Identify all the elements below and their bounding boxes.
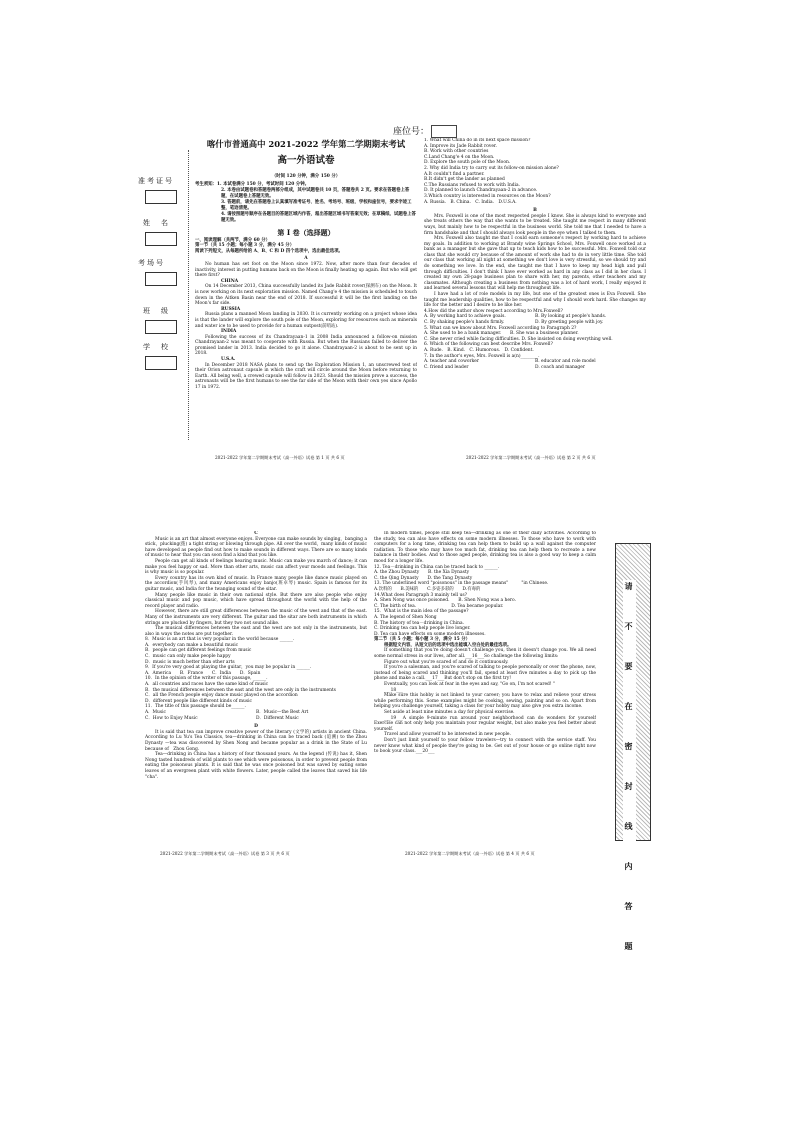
footer-page-2: 2021-2022 学年第二学期期末考试（高一外语）试卷 第 2 页 共 6 页 bbox=[466, 455, 596, 460]
passage-c-letter: C bbox=[254, 531, 258, 536]
question-line: A.饮料的 B.美味的 C.多姿多彩的 D.有毒的 bbox=[374, 586, 481, 592]
question-line: A．all countries and races have the same kind of music bbox=[145, 682, 269, 688]
passage-a-heading: CHINA bbox=[221, 278, 239, 284]
option: A. By working hard to achieve goals. bbox=[424, 314, 506, 320]
question-line: A．America B．France C．India D．Spain bbox=[145, 670, 261, 676]
page-1 bbox=[195, 138, 417, 443]
question-line: C.The Russians refused to work with India. bbox=[424, 182, 520, 188]
seat-label: 座位号： bbox=[393, 127, 430, 137]
section-2-para: Set aside at least nine minutes a day for physical exercise. bbox=[384, 710, 515, 715]
question-line: A. Improve its Jade Rabbit rover. bbox=[424, 143, 497, 149]
questions-c bbox=[145, 637, 367, 721]
school-box[interactable] bbox=[145, 356, 177, 370]
option-row bbox=[145, 716, 367, 722]
question-line: 13. The underlined word "poisonous" in the passage means" "in Chinese. bbox=[374, 581, 549, 587]
question-line: C．all the French people enjoy dance music played on the accordion bbox=[145, 693, 298, 699]
exam-subtitle: 高一外语试卷 bbox=[277, 155, 335, 166]
option: B. educator and role model bbox=[535, 359, 596, 365]
section-2-passage bbox=[374, 648, 596, 754]
time-note: （时间 120 分钟，满分 150 分） bbox=[271, 174, 341, 179]
question-line: A．everybody can make a beautiful music bbox=[145, 642, 239, 648]
passage-c-para: Every country has its own kind of music. In France many people like dance music played on the accordion(手风琴), and many Americans enjoy banjo(班卓琴) music. Spain is famous for its guitar music, and India for the twanging sound of the sitar. bbox=[145, 575, 367, 592]
section-2-para: If you're a salesman, and you're scared of talking to people personally or over the phone, now, instead of being scared and thinking you'll fail, spend at least five minutes a day to pick up the phone and make a call.___17___But don't stop on the first try! bbox=[374, 665, 596, 682]
section-2-para: Travel and allow yourself to be interested in new people. bbox=[384, 732, 511, 738]
passage-b-para: Mrs. Foxwell also taught me that I could earn someone's respect by working hard to achieve my goals. In addition to working at Brandy wine Springs School, Mrs. Foxwell once worked at a bank as a manager but she gave that up to teach kids how to be successful. Mrs. Foxwell told our class that she would cry because of the amount of work she had to do in very little time. She told our class that working all night at something we don't love is very stressful, so we should try and do something we love. In the end, she taught me that I have to keep my head high and pull through difficulties. I don't think I have ever worked as hard in any class as I did in her class. I created my own 28-page business plan to share with her, my parents, other teachers and my classmates. Although creating a business from nothing was a lot of hard work, I really enjoyed it and learned several lessons that will help me throughout life. bbox=[424, 236, 646, 292]
part-1-heading: 第 I 卷（选择题） bbox=[277, 227, 335, 237]
question-line: D. Tea can have effects on some modern illnesses. bbox=[374, 631, 486, 637]
questions-b bbox=[424, 309, 646, 371]
question-line: C. the Qing Dynasty D. the Tang Dynasty bbox=[374, 575, 473, 581]
page-3 bbox=[145, 531, 367, 831]
section-1-1-heading: 第一节（共 15 小题；每小题 3 分，满分 45 分） bbox=[195, 243, 295, 249]
question-line: A. Russia. B. China. C. India. D.U.S.A. bbox=[424, 199, 517, 205]
option: D．Different Music bbox=[256, 715, 299, 721]
passage-d-para: In modern times, people still keep tea—drinking as one of their daily activities. According to the study, tea can also have effects on some modern illnesses. To those who have to work with computers for a long time, drinking tea can help them to build up a wall against the computer radiation. To those who may have too much fat, drinking tea can help them to recreate a new balance in their bodies. And to those aged people, drinking tea is also a good way to keep a calm mood for a longer life. bbox=[374, 531, 596, 564]
option: A．Music bbox=[145, 710, 167, 715]
passage-a-para: No human has set foot on the Moon since 1972. Now, after more than four decades of inactivity, interest in putting humans back on the Moon is finally heating up again. But who will get there first? bbox=[195, 261, 417, 279]
section-2-instructions: 根据短文内容，从短文后的选项中选出能填入空白处的最佳选项。 bbox=[384, 642, 512, 648]
footer-page-1: 2021-2022 学年第二学期期末考试（高一外语）试卷 第 1 页 共 6 页 bbox=[215, 455, 345, 460]
option: A. teacher and coworker bbox=[424, 359, 479, 365]
passage-a-heading: INDIA bbox=[221, 329, 237, 335]
option: C. By shaking people's hands firmly. bbox=[424, 320, 505, 325]
section-2-para: Don't just limit yourself to your fellow travelers—try to connect with the service staff. You never know what kind of people they're going to be. Get out of your house or go online right now to book your class.___20___ bbox=[374, 737, 596, 755]
question-line: B. Work with other countries bbox=[424, 149, 489, 155]
question-line: C. She never cried while facing difficulties. D. She insisted on doing everything well. bbox=[424, 336, 613, 342]
footer-page-4: 2021-2022 学年第二学期期末考试（高一外语）试卷 第 4 页 共 6 页 bbox=[405, 851, 535, 856]
note-line: 3. 答题前，请先在答题卷上认真填写准考证号、姓名、考场号、班级、学校和座位号，要求字迹工整，笔迹清楚。 bbox=[221, 199, 412, 211]
side-label-exam-id: 准考证号 bbox=[138, 177, 174, 185]
question-line: A. She used to be a bank manager. B. She was a business planner. bbox=[424, 331, 579, 337]
question-line: 4.How did the author show respect according to Mrs.Foxwell? bbox=[424, 308, 563, 314]
question-line: B.It didn't get the lander as planned bbox=[424, 177, 505, 183]
note-line: 考生须知：1. 本试卷满分 150 分，考试时间 120 分钟。 bbox=[195, 181, 309, 187]
side-label-name: 姓 名 bbox=[143, 219, 170, 227]
passage-c-para: Music is an art that almost everyone enjoys. Everyone can make sounds by singing，banging a stick，plucking(拨) a tight string or blowing through pipe. All over the world，many kinds of music have developed as people find out how to make sounds in different ways. There are so many kinds of music to hear that you can soon find a kind that you like. bbox=[145, 536, 367, 559]
passage-c bbox=[145, 537, 367, 638]
passage-a-heading: U.S.A. bbox=[221, 357, 236, 363]
passage-a-para: Following the success of its Chandrayaan-1 in 2008 India announced a follow-on mission Chandrayaan-2 was meant to cooperate with Russia. But when the Russians failed to deliver the promised lander in 2013. India decided to go it alone. Chandrayaan-2 is about to be sent up in 2018. bbox=[195, 334, 417, 357]
exam-notes bbox=[195, 182, 417, 224]
exam-id-box[interactable] bbox=[145, 190, 177, 204]
passage-c-para: The musical differences between the east and the west are not only in the instruments, but also in ways the notes are put together. bbox=[145, 626, 367, 637]
passage-a-para: In December 2018 NASA plans to send up the Exploration Mission 1, an unscrewed test of their Orion astronaut capsule in which the craft will circle around the Moon before returning to Earth. All being well, a crewed capsule will follow in 2023. Should the mission prove a success, the astronauts will be the first humans to see the far side of the Moon with their own yes since Apollo 17 in 1972. bbox=[195, 362, 417, 391]
question-line: 15．What is the main idea of the passage? bbox=[374, 609, 469, 615]
question-line: C. Drinking tea can help people live longer. bbox=[374, 626, 471, 632]
page-4 bbox=[374, 531, 596, 836]
section-2-para: ___19___A simple 9-minute run around your neighborhood can do wonders for yourself Exercise can not only help you maintain your regular weight, but also make you feel better about yourself. bbox=[374, 715, 596, 732]
question-line: A. Rude. B. Kind. C. Humorous. D. Confident. bbox=[424, 347, 534, 353]
question-line: 2. Why did India try to carry out its follow-on mission alone? bbox=[424, 165, 559, 171]
passage-b-para: Mrs. Foxwell is one of the most respected people I know. She is always kind to everyone and she treats others the way that she wants to be treated. She taught me respect in many different ways, but mainly how to be respectful in the business world. She told me that I needed to have a firm handshake and that I should always look people in the eye when I talked to them. bbox=[424, 213, 646, 236]
section-2-para: ___18___ bbox=[384, 687, 403, 693]
questions-a bbox=[424, 138, 646, 205]
question-line: A.It couldn't find a partner. bbox=[424, 171, 485, 177]
name-box[interactable] bbox=[145, 232, 177, 246]
option: B. By looking at people's hands. bbox=[535, 314, 607, 320]
passage-a-letter: A bbox=[304, 256, 308, 262]
page-2 bbox=[424, 138, 646, 443]
side-label-school: 学 校 bbox=[143, 343, 170, 351]
question-line: D. It planned to launch Chandrayaan-2 in advance. bbox=[424, 188, 538, 194]
passage-b-para: I have had a lot of role models in my life, but one of the greatest ones is Eva Foxwell. She taught me leadership qualities, how to be respectful and why I should work hard. She changes my life for the better and I desire to be like her. bbox=[424, 292, 646, 309]
passage-a-para: Russia plans a manned Moon landing in 2030. It is currently working on a project whose idea is that the lander will explore the south pole of the Moon, exploring for resources such as minerals and water ice to be used to provide for a human outpost(前哨站). bbox=[195, 312, 417, 329]
passage-a-heading: RUSSIA bbox=[221, 306, 241, 312]
question-line: 5. What can we know about Mrs. Foxwell according to Paragraph 2? bbox=[424, 325, 577, 331]
seat-number bbox=[393, 124, 457, 138]
question-line: 14.What does Paragraph 3 mainly tell us? bbox=[374, 592, 467, 598]
option: D. By greeting people with joy. bbox=[535, 320, 604, 325]
exam-title: 喀什市普通高中 2021-2022 学年第二学期期末考试 bbox=[206, 139, 406, 149]
seal-strip-label: 请 不 要 在 密 封 线 内 答 题 bbox=[624, 582, 634, 962]
question-line: C. The birth of tea. D. Tea became popular. bbox=[374, 603, 504, 609]
question-line: 8．Music is an art that is very popular in the world because ______. bbox=[145, 637, 295, 643]
question-line: B．the musical differences between the east and the west are only in the instruments bbox=[145, 687, 336, 693]
option: D. coach and manager bbox=[535, 364, 585, 370]
question-line: D．music is much better than other arts bbox=[145, 659, 235, 665]
question-line: A. The legend of Shen Nong bbox=[374, 614, 437, 620]
option: B．Music—the Best Art bbox=[256, 710, 309, 715]
questions-d bbox=[374, 565, 596, 638]
passage-d-part1 bbox=[145, 730, 367, 780]
footer-page-3: 2021-2022 学年第二学期期末考试（高一外语）试卷 第 3 页 共 6 页 bbox=[160, 851, 290, 856]
section-1-1-instructions: 阅读下列短文，从每题所给的 A、B、C 和 D 四个选项中，选出最佳选项。 bbox=[195, 248, 343, 254]
seal-line-left bbox=[188, 150, 189, 440]
question-line: 10．In the opinion of the writer of this passage, ______. bbox=[145, 676, 268, 682]
question-line: 12. Tea－drinking in China can be traced back to ______. bbox=[374, 564, 500, 570]
question-line: B. The history of tea－drinking in China. bbox=[374, 620, 464, 626]
passage-d-part2 bbox=[374, 531, 596, 565]
question-line: B．people can get different feelings from music bbox=[145, 648, 252, 654]
passage-c-para: Many people like music in their own national style. But there are also people who enjoy classical music and pop music, which have spread throughout the world with the help of the record player and radio. bbox=[145, 592, 367, 609]
question-line: A. the Zhou Dynasty B. the Xia Dynasty bbox=[374, 570, 470, 576]
passage-d-para: It is said that tea can improve creative power of the literary (文学的) artists in ancient China. According to Lu Yu's Tea Classics, tea—drinking in China can be traced back (追溯) to the Zhou Dynasty —tea was discovered by Shen Nong and became popular as a drink in the State of Lu because of Zhou Gong. bbox=[145, 729, 367, 752]
question-line: 6. Which of the following can best describe Mrs. Foxwell? bbox=[424, 342, 553, 348]
note-line: 4. 请按照题号顺序在各题目的答题区域内作答，超出答题区域书写答案无效；在草稿纸、试题卷上答题无效。 bbox=[221, 211, 416, 223]
option: C. friend and leader bbox=[424, 364, 469, 370]
passage-b bbox=[424, 214, 646, 309]
seat-box[interactable] bbox=[431, 125, 457, 138]
question-line: 9．If you're very good at playing the guitar，you may be popular in ______. bbox=[145, 665, 312, 671]
passage-b-letter: B bbox=[533, 208, 537, 214]
passage-c-para: However, there are still great differences between the music of the west and that of the east. Many of the instruments are very different. The guitar and the sitar are both instruments in which strings are plucked by fingers, but they two not sound alike. bbox=[145, 609, 367, 626]
section-2-para: Eventually, you can look at fear in the eyes and say, "Go on, I'm not scared! " bbox=[384, 682, 556, 688]
question-line: D. Explore the south pole of the Moon. bbox=[424, 160, 511, 166]
question-line: 7. In the author's eyes, Mrs. Foxwell is a(n)________. bbox=[424, 353, 540, 359]
question-line: C.Land Chang'e 4 on the Moon. bbox=[424, 154, 495, 160]
option: C．How to Enjoy Music bbox=[145, 715, 198, 721]
room-box[interactable] bbox=[145, 272, 177, 286]
side-label-room: 考场号 bbox=[138, 259, 165, 267]
passage-a-para: On 14 December 2013, China successfully landed its Jade Rabbit rover(探测车) on the Moon. It is now working on its next exploration mission. Named Chang'e 4 the mission is scheduled to touch down in the Aitken Basin near the end of 2018. If successful it will be the first landing on the Moon's far side. bbox=[195, 284, 417, 307]
section-2-heading: 第二节（共 5 小题；每小题 3 分，满分 15 分） bbox=[374, 637, 471, 643]
question-line: 11．The title of this passage should be______. bbox=[145, 704, 246, 710]
option-row bbox=[424, 320, 646, 326]
passage-c-para: People can get all kinds of feelings hearing music. Music can make you march of dance; it can make you feel happy or sad. More than other arts, music can affect your moods and feelings. This is why music is so popular. bbox=[145, 558, 367, 576]
option-row bbox=[424, 365, 646, 371]
section-1-heading: 一、阅读理解（共两节，满分 60 分） bbox=[195, 237, 271, 243]
note-line: 2. 本卷由试题卷和答题卷两部分组成，其中试题卷共 10 页，答题卷共 2 页。要求在答题卷上答题，在试题卷上答题无效。 bbox=[221, 187, 410, 199]
section-2-para: Make sure this hobby is not linked to your career; you have to relax and relieve your stress while performing this. Some examples might be cooking, sewing, painting and so on. Apart from helping you challenge yourself, taking a class for your hobby may also give you extra income. bbox=[374, 693, 596, 710]
question-line: 1. What will China do in its next space mission? bbox=[424, 138, 531, 143]
question-line: D．different people like different kinds of music bbox=[145, 698, 252, 704]
section-2-para: If something that you're doing doesn't challenge you, then it doesn't change you. We all need some normal stress in our lives, after all.___16___So challenge the following limits: bbox=[374, 648, 596, 660]
passage-d-letter: D bbox=[254, 724, 258, 730]
passage-d-para: Tea—drinking in China has a history of four thousand years. As the legend (传说) has it, Shen Nong tasted hundreds of wild plants to see which were poisonous, in order to prevent people from eating the poisonous plants. It is said that he was once poisoned but was saved by eating some leaves of an evergreen plant with white flowers. Later, people called the leaves that saved his life "cha". bbox=[145, 752, 367, 780]
question-line: 3.Which country is interested in resources on the Moon? bbox=[424, 193, 551, 199]
section-2-para: Figure out what you're scared of and do it continuously. bbox=[384, 659, 509, 665]
question-line: A. Shen Nong was once poisoned. B. Shen Nong was a hero. bbox=[374, 598, 516, 604]
class-box[interactable] bbox=[145, 320, 177, 334]
question-line: C．music can only make people happy bbox=[145, 654, 231, 660]
side-label-class: 班 级 bbox=[143, 307, 170, 315]
